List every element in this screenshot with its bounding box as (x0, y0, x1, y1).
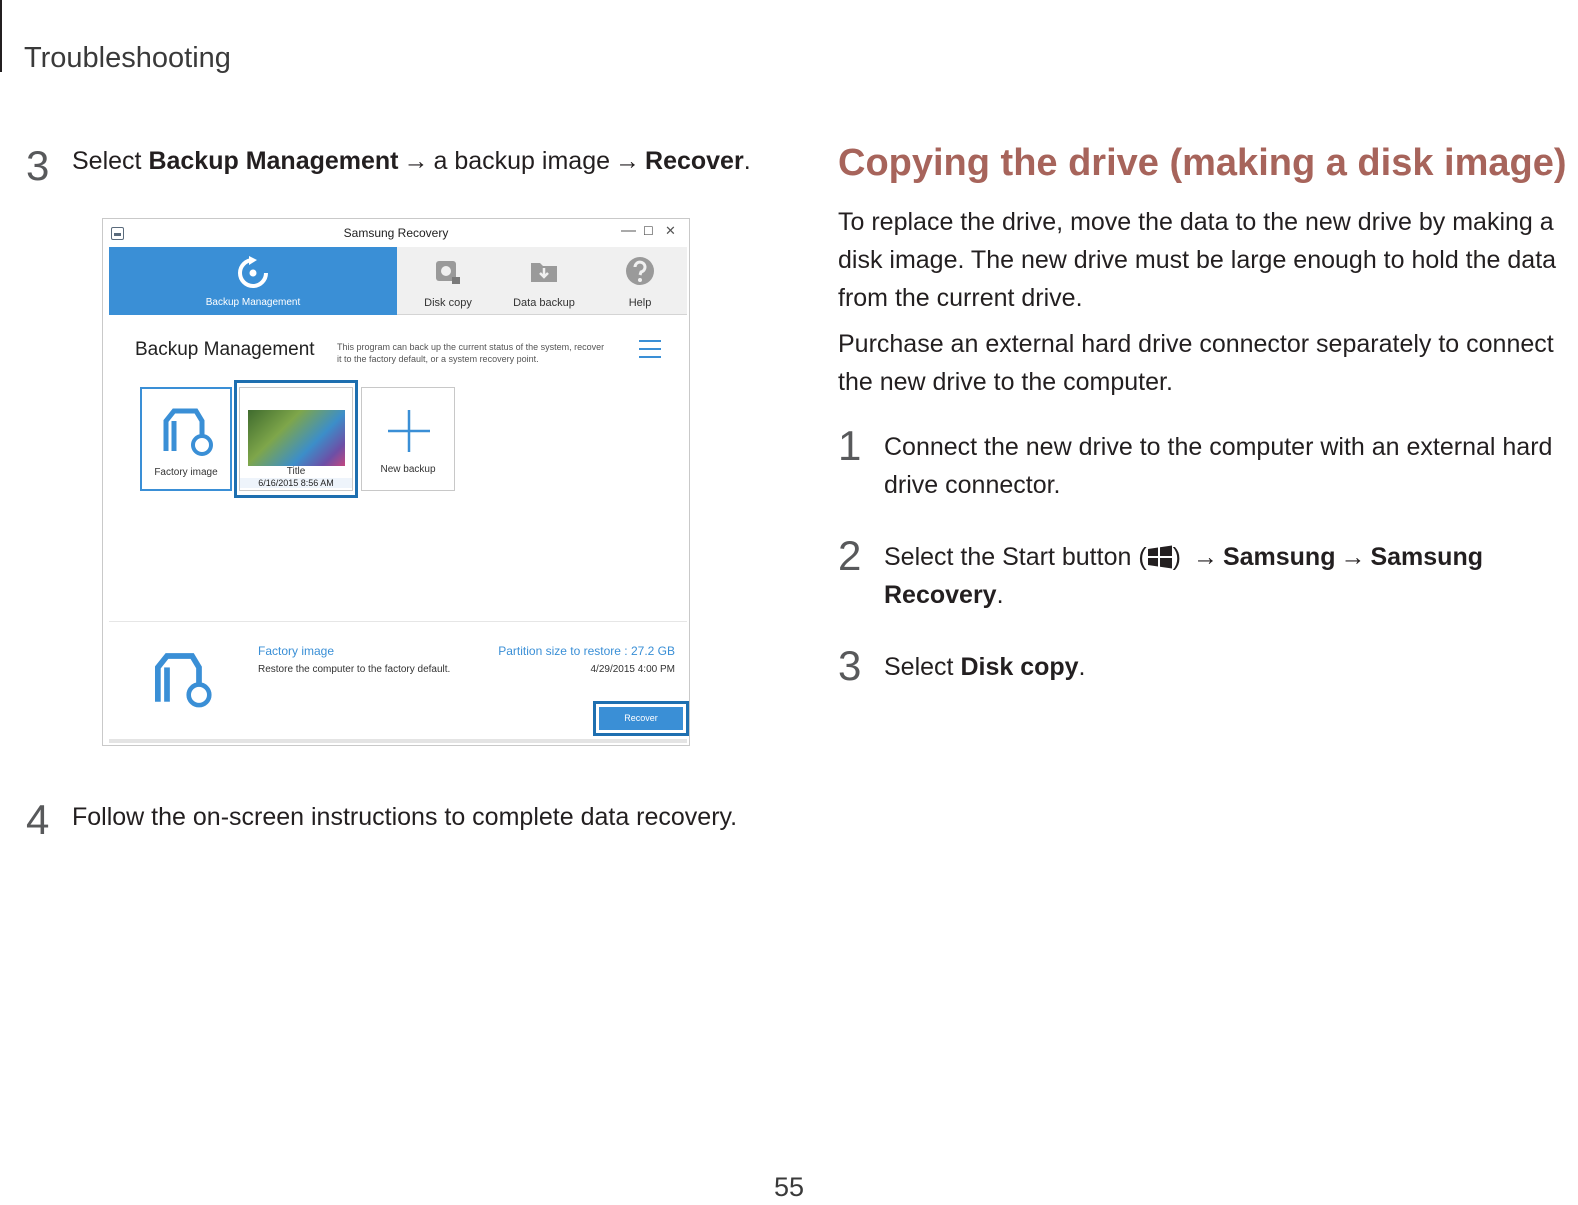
tab-label: Data backup (513, 297, 575, 309)
arrow: → (615, 147, 641, 175)
section-title: Copying the drive (making a disk image) (838, 142, 1567, 184)
refresh-icon (235, 255, 271, 291)
arrow: → (403, 147, 429, 175)
nav-bar (109, 247, 687, 315)
tile-label: Title (286, 466, 306, 477)
step-text: Select Backup Management → a backup image → Recover. (72, 147, 751, 175)
tab-help[interactable] (595, 247, 685, 315)
step-number: 2 (838, 532, 862, 579)
step-text: Select Disk copy. (884, 653, 1086, 681)
tab-data-backup[interactable] (499, 247, 589, 315)
paragraph: To replace the drive, move the data to the new drive by making a disk image. The new drive must be large enough to hold the data from the current drive. (838, 208, 1557, 312)
windows-start-icon (1147, 545, 1173, 569)
bold-term: Disk copy (960, 653, 1079, 681)
app-screenshot (102, 218, 690, 746)
step-number: 3 (838, 642, 862, 689)
disk-copy-icon (432, 255, 464, 287)
tile-label: New backup (380, 464, 436, 475)
new-backup-tile[interactable] (361, 387, 455, 491)
paragraph: Purchase an external hard drive connector separately to connect the new drive to the computer. (838, 330, 1554, 396)
detail-partition-size: Partition size to restore : 27.2 GB (498, 644, 675, 658)
bold-term: Backup Management (148, 147, 399, 175)
tab-label: Help (628, 297, 652, 309)
window-title: Samsung Recovery (343, 226, 449, 240)
close-icon[interactable]: ✕ (665, 223, 676, 238)
backup-date: 6/16/2015 8:56 AM (240, 478, 352, 488)
panel-description: This program can back up the current status of the system, recover it to the factory default, or a system recovery point. (337, 342, 605, 364)
factory-image-tile[interactable] (140, 387, 232, 491)
divider (109, 621, 687, 622)
arrow: → (1340, 543, 1366, 571)
detail-title: Factory image (258, 644, 335, 658)
step-text: Connect the new drive to the computer with an external hard drive connector. (884, 433, 1553, 499)
maximize-icon[interactable]: ☐ (643, 224, 654, 238)
tab-disk-copy[interactable] (403, 247, 493, 315)
panel-title: Backup Management (135, 339, 315, 360)
tab-label: Disk copy (424, 297, 472, 309)
bold-term: Recover (645, 147, 744, 175)
detail-date: 4/29/2015 4:00 PM (590, 664, 675, 675)
factory-restore-icon (160, 407, 216, 457)
header-rule (0, 0, 2, 72)
help-icon (624, 255, 656, 287)
step-number: 4 (26, 796, 50, 843)
step-number: 1 (838, 422, 862, 469)
list-menu-icon[interactable] (639, 339, 661, 359)
arrow: → (1192, 543, 1218, 571)
minimize-icon[interactable]: — (621, 222, 636, 239)
step-text: Select the Start button ( ) → Samsung → Samsung Recovery. (884, 543, 1483, 609)
bold-term: Samsung (1222, 543, 1336, 571)
recover-button[interactable]: Recover (599, 707, 683, 730)
folder-download-icon (528, 255, 560, 287)
step-number: 3 (26, 142, 50, 189)
factory-restore-icon (151, 651, 215, 709)
step-text: Follow the on-screen instructions to complete data recovery. (72, 803, 738, 831)
selection-highlight (234, 380, 358, 498)
tab-label: Backup Management (205, 297, 301, 308)
section-header: Troubleshooting (24, 42, 231, 74)
plus-icon (384, 406, 434, 456)
detail-description: Restore the computer to the factory default. (258, 664, 451, 675)
tile-label: Factory image (154, 467, 218, 478)
bold-term: Samsung Recovery (884, 543, 1483, 609)
tab-backup-management[interactable] (109, 247, 397, 315)
window-titlebar (103, 219, 689, 247)
window-bottom-edge (109, 739, 687, 743)
page-number: 55 (773, 1172, 805, 1202)
